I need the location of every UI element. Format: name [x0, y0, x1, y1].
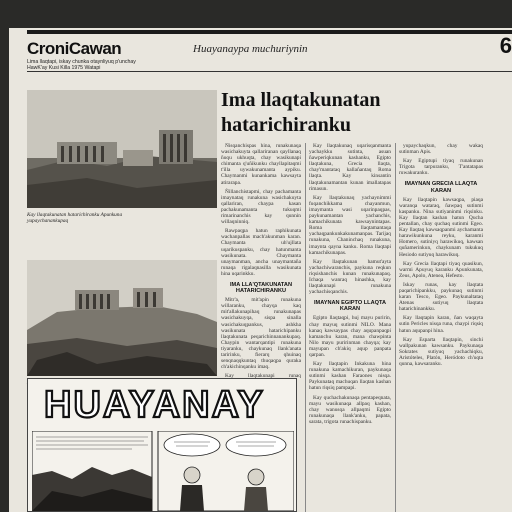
col3-paragraph: Kay Egiptupi tiyaq runakunan Trigota tarpuranku, T'antatapas ruwakuranku.: [399, 158, 483, 177]
comic-strip: [27, 378, 297, 512]
ruins-photo-top: [27, 90, 217, 208]
ruins-photo-bottom: [27, 260, 217, 376]
col2-paragraph: Kay quchachakunaqa pentapeqnata, mayu wasikunaqa allpaq kashan, chay wanusqa allpaqmi Egipto runakunaqa llank'anku, papata, sarata, trigota runachispanku.: [309, 394, 391, 425]
headline-line-2: hatarichiranku: [221, 114, 352, 136]
col2-paragraph: Kay llaqtakunaq uqarisqanmanta yachaykku sutinta, asuan ñawperiqkunan kashanku, Egipto llaqtakuna, Grecia llaqta, chay'mantataq kallañantaq Roma llaqta. Kay kinsantin llaqtakunamantan kunan imallatapas rimasun.: [309, 143, 391, 192]
masthead-year: HawK'ay Kusi Killa 1975 Watapi: [27, 65, 101, 71]
newspaper-logo: CroniCawan: [27, 39, 122, 58]
comic-panels-art: [32, 431, 294, 511]
section-title: Huayanaypa muchuriynin: [193, 43, 308, 55]
subhead-egipto: IMAYNAN EGIPTO LLAQTA KARAN: [314, 300, 386, 313]
col3-paragraph: Iskay runas, kay llaqtata paqarichipankku, paykunaq sutinmi karan Tesco, Egeo. Paykunaltataq Atenas sutiyuq llaqtata hatarichinankku.: [399, 281, 483, 313]
col3-paragraph: Kay Esparta llaqtapin, sinchi wallpakunan kawsanku. Paykunaqa Sokrates sutiyuq yachachiqku, Aristóteles, Platón, Heródoto ch'uqta qunna, kawsaranku.: [399, 336, 483, 367]
col3-paragraph: Kay llaqtapin karan, ñan waqayta sutin Pericles nisqa runa, chaypi riqsiq hatun aqupanpi hina.: [399, 315, 483, 334]
comic-title-art: [38, 381, 288, 425]
col1-paragraph: Ñisqanchispas hina, runakunaqa wasichakuyta qallariranan qayllanaq ñuqu ukhuqta, chay wasikunapi chimanta q'uñikunku chayllapitaqmi t'illa uywakunamanta aypiku. Chaymanmi kunankama kawsayta atirarapa.: [221, 143, 301, 186]
col3-paragraph: Kay llaqtapin kawsaqpa, piaqa waranqa wataraq, ñawpaq sutinmi kaspanku. Nina sutiyaninmi riqsinku. Kay llaqtan kashan hatun Qucha pentallan, chay quchaq sutinmi Egeo. Kay llaqtaq kawsaqpanmi aychamanta harawikunkuna reyku, karanmi Homero, sutiniyq harawikuq, kawsan quñamerinkun, chaykunam tukukuq Hesiodo sutiyuq harawikuq.: [399, 196, 483, 258]
ruins-image: [27, 90, 217, 208]
col2-paragraph: Kay llaqtakunaq yachaynimmi fuqanchikkama chayanmun, imaymanta wasi uqarinpaqpas, paykunamantan yachanchis, kamachikunata kawsaynintapas. Roma llaqtamantaqa yachaqpankunkakunamanpas. Tarijaq runakuna, Chaninchaq runakuna, imaynta qayna kanku. Roma llaqtapi kamachikunapas.: [309, 194, 391, 256]
headline-line-1: Ima llaqtakunatan: [221, 89, 381, 111]
comic-panels: [32, 431, 294, 511]
col1-paragraph: Kay llaqtakunapi runaq: [225, 373, 301, 378]
caption-top: Kay llaqtakunatan hatarichiranku Apunkuna yupaychanankupaq: [27, 212, 123, 224]
masthead-subtitle: [27, 59, 139, 71]
masthead-rule: [27, 71, 512, 72]
acropolis-image: [27, 260, 217, 376]
column-divider: [305, 143, 306, 512]
page-number: 6: [499, 33, 512, 58]
comic-title: [38, 381, 288, 425]
article-column-3: [399, 143, 483, 512]
masthead-dateline: Lima llaqtapi, iskay chunka otaynliyuq p'unchay: [27, 59, 136, 65]
comic-title-text: HUAYANAY: [44, 384, 265, 425]
col1-paragraph: Mitr'a, mit'apin runakuna willaranku, chayqa kaq mit'allakunapihaq runakunapas wasichakuyqa, sispa sinalla wasichakuqpankus, ashkha wasikunata hatarichipanku llaqtakunata peqarichinnanankupaq. Chaypin wantarqantipi runakuna tiyaranku, chaykunaq llank'anata taririnku, fierarq qhuinaq senqnaqqkuntaq thuqaqpa quraka ch'akichinqanku imaq.: [221, 297, 301, 371]
subhead-llaqtakuna: IMA LLA'QTAKUNATAN HATARICHIRANKU: [229, 281, 293, 295]
article-headline: [221, 88, 461, 138]
article-column-1: [221, 143, 301, 378]
col3-paragraph: yupaychaqkun, chay wakaq sutinman Apis.: [399, 143, 483, 156]
top-rule: [27, 30, 512, 34]
newspaper-page: [9, 28, 512, 512]
subhead-grecia: IMAYNAN GRECIA LLAQTA KARAN: [404, 181, 478, 194]
col3-paragraph: Kay Grecia llaqtapi tiyaq quasikun, warmi Apuyuq karanku Apunkunata, Zeus, Apolo, Atenea, Hefesto.: [399, 260, 483, 279]
col2-paragraph: Kay llaqtapin Inkakuna hina runakuna kamachikuran, paykunaqa sutinmi kashan Faraones nisqa. Paykunataq machuqan llaqtan kashan hatun riqsiq pampapi.: [309, 361, 391, 392]
col2-paragraph: Egipto llaqtaqpi, huj mayu puririn, chay mayuq sutinmi NILO. Mana kanaq kawsaypas chay aqupanpaqpi kamanchu karan, mana chawpinta Nilo mayu puririnman chayqa; kay mayupan ch'akiq aqup panpata qarpan.: [309, 315, 391, 358]
col1-paragraph: Ñillanchistapmi, chay pachamanta imaynataq runakuna wasichakuyta qallariran, chaypa kasan pachakunamanta tukuqmi rimarinanchis kay qunnin willaqninniq.: [221, 188, 301, 226]
masthead: [27, 39, 139, 71]
article-column-2: [309, 143, 391, 512]
col1-paragraph: Rawpaqpa hatun raphikunata wachanpallas mach'akunman karan. Chaymanta uh'ujllata uqarikuspanku, chay hatunmanta wasikunata. Chaymanta unaymanman, ancha unaymantaña runaqa rigalaqnasilla wasikunata hina uqarinkku.: [221, 228, 301, 277]
column-divider: [395, 143, 396, 512]
col2-paragraph: Kay llaqtakunan hamut'ayta yachachiwaranchis, paykuna reqkun riqsishanchis kunan runakunapaq. Ichaqa wanraq hinashka, kay llaqtakunapi runakuna yachachisqanchis.: [309, 258, 391, 296]
